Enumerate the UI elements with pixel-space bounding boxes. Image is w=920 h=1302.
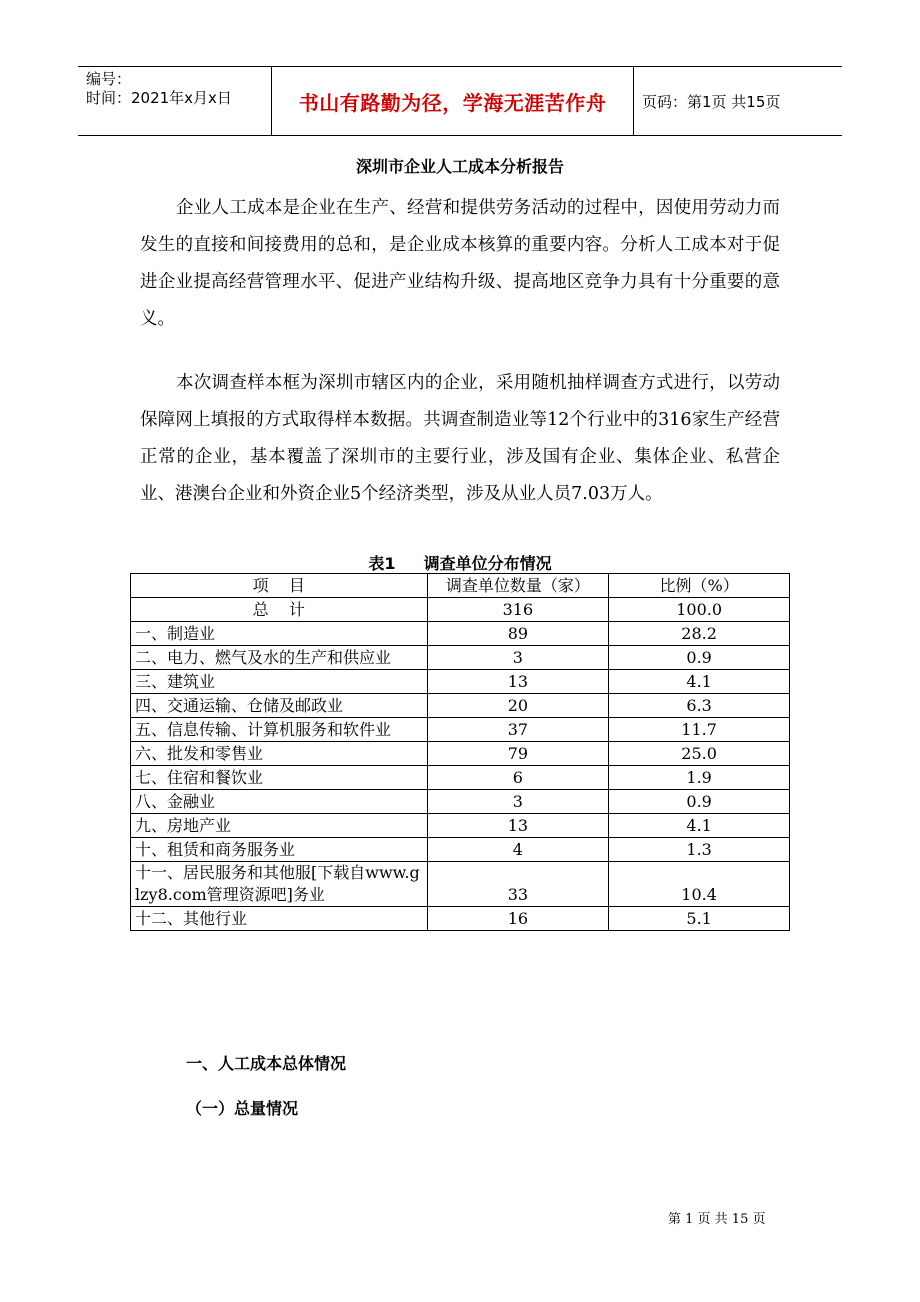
row-count: 20 <box>427 694 609 718</box>
total-count: 316 <box>427 598 609 622</box>
table-caption-title: 调查单位分布情况 <box>423 554 552 573</box>
row-ratio: 10.4 <box>609 862 790 907</box>
row-label: 三、建筑业 <box>131 670 428 694</box>
page-header <box>78 66 842 136</box>
table-row <box>131 907 790 931</box>
row-ratio: 28.2 <box>609 622 790 646</box>
page-footer: 第 1 页 共 15 页 <box>668 1212 766 1227</box>
row-count: 13 <box>427 814 609 838</box>
table-row <box>131 862 790 907</box>
row-ratio: 1.9 <box>609 766 790 790</box>
row-count: 4 <box>427 838 609 862</box>
header-ratio: 比例（%） <box>609 574 790 598</box>
header-item: 项 目 <box>131 574 428 598</box>
row-label: 六、批发和零售业 <box>131 742 428 766</box>
row-count: 6 <box>427 766 609 790</box>
row-label: 十一、居民服务和其他服[下载自www.glzy8.com管理资源吧]务业 <box>131 862 428 907</box>
row-label: 十、租赁和商务服务业 <box>131 838 428 862</box>
table-caption <box>0 551 920 574</box>
row-count: 16 <box>427 907 609 931</box>
row-label: 四、交通运输、仓储及邮政业 <box>131 694 428 718</box>
table-row <box>131 670 790 694</box>
table-header-row <box>131 574 790 598</box>
row-ratio: 1.3 <box>609 838 790 862</box>
table-row <box>131 694 790 718</box>
paragraph-1: 企业人工成本是企业在生产、经营和提供劳务活动的过程中，因使用劳动力而发生的直接和间接费用的总和，是企业成本核算的重要内容。分析人工成本对于促进企业提高经营管理水平、促进产业结构升级、提高地区竞争力具有十分重要的意义。 <box>140 198 780 329</box>
number-label: 编号： <box>86 70 132 88</box>
row-count: 13 <box>427 670 609 694</box>
header-page-label: 页码：第1页 共15页 <box>642 92 781 111</box>
row-label: 二、电力、燃气及水的生产和供应业 <box>131 646 428 670</box>
table-total-row <box>131 598 790 622</box>
table-row <box>131 838 790 862</box>
section-heading-2: （一）总量情况 <box>186 1099 299 1118</box>
table-row <box>131 814 790 838</box>
table-row <box>131 622 790 646</box>
row-count: 3 <box>427 790 609 814</box>
row-ratio: 0.9 <box>609 790 790 814</box>
table-row <box>131 646 790 670</box>
row-label: 五、信息传输、计算机服务和软件业 <box>131 718 428 742</box>
row-count: 79 <box>427 742 609 766</box>
table-caption-number: 表1 <box>368 554 396 573</box>
total-ratio: 100.0 <box>609 598 790 622</box>
row-ratio: 6.3 <box>609 694 790 718</box>
paragraph-2: 本次调查样本框为深圳市辖区内的企业，采用随机抽样调查方式进行，以劳动保障网上填报的方式取得样本数据。共调查制造业等12个行业中的316家生产经营正常的企业，基本覆盖了深圳市的主要行业，涉及国有企业、集体企业、私营企业、港澳台企业和外资企业5个经济类型，涉及从业人员7.03万人。 <box>140 373 780 504</box>
row-label: 九、房地产业 <box>131 814 428 838</box>
row-count: 3 <box>427 646 609 670</box>
section-heading-1: 一、人工成本总体情况 <box>186 1054 347 1073</box>
row-ratio: 4.1 <box>609 814 790 838</box>
time-label: 时间：2021年x月x日 <box>86 89 232 107</box>
table-row <box>131 742 790 766</box>
row-label: 十二、其他行业 <box>131 907 428 931</box>
table-row <box>131 718 790 742</box>
header-meta <box>78 67 272 135</box>
row-ratio: 0.9 <box>609 646 790 670</box>
row-count: 37 <box>427 718 609 742</box>
row-label: 八、金融业 <box>131 790 428 814</box>
row-ratio: 5.1 <box>609 907 790 931</box>
table-row <box>131 766 790 790</box>
row-label: 七、住宿和餐饮业 <box>131 766 428 790</box>
row-count: 89 <box>427 622 609 646</box>
header-count: 调查单位数量（家） <box>427 574 609 598</box>
row-ratio: 11.7 <box>609 718 790 742</box>
header-motto: 书山有路勤为径，学海无涯苦作舟 <box>272 67 634 135</box>
distribution-table <box>130 573 790 931</box>
row-label: 一、制造业 <box>131 622 428 646</box>
row-ratio: 25.0 <box>609 742 790 766</box>
row-count: 33 <box>427 862 609 907</box>
row-ratio: 4.1 <box>609 670 790 694</box>
total-label: 总 计 <box>131 598 428 622</box>
table-row <box>131 790 790 814</box>
document-title: 深圳市企业人工成本分析报告 <box>355 157 564 176</box>
